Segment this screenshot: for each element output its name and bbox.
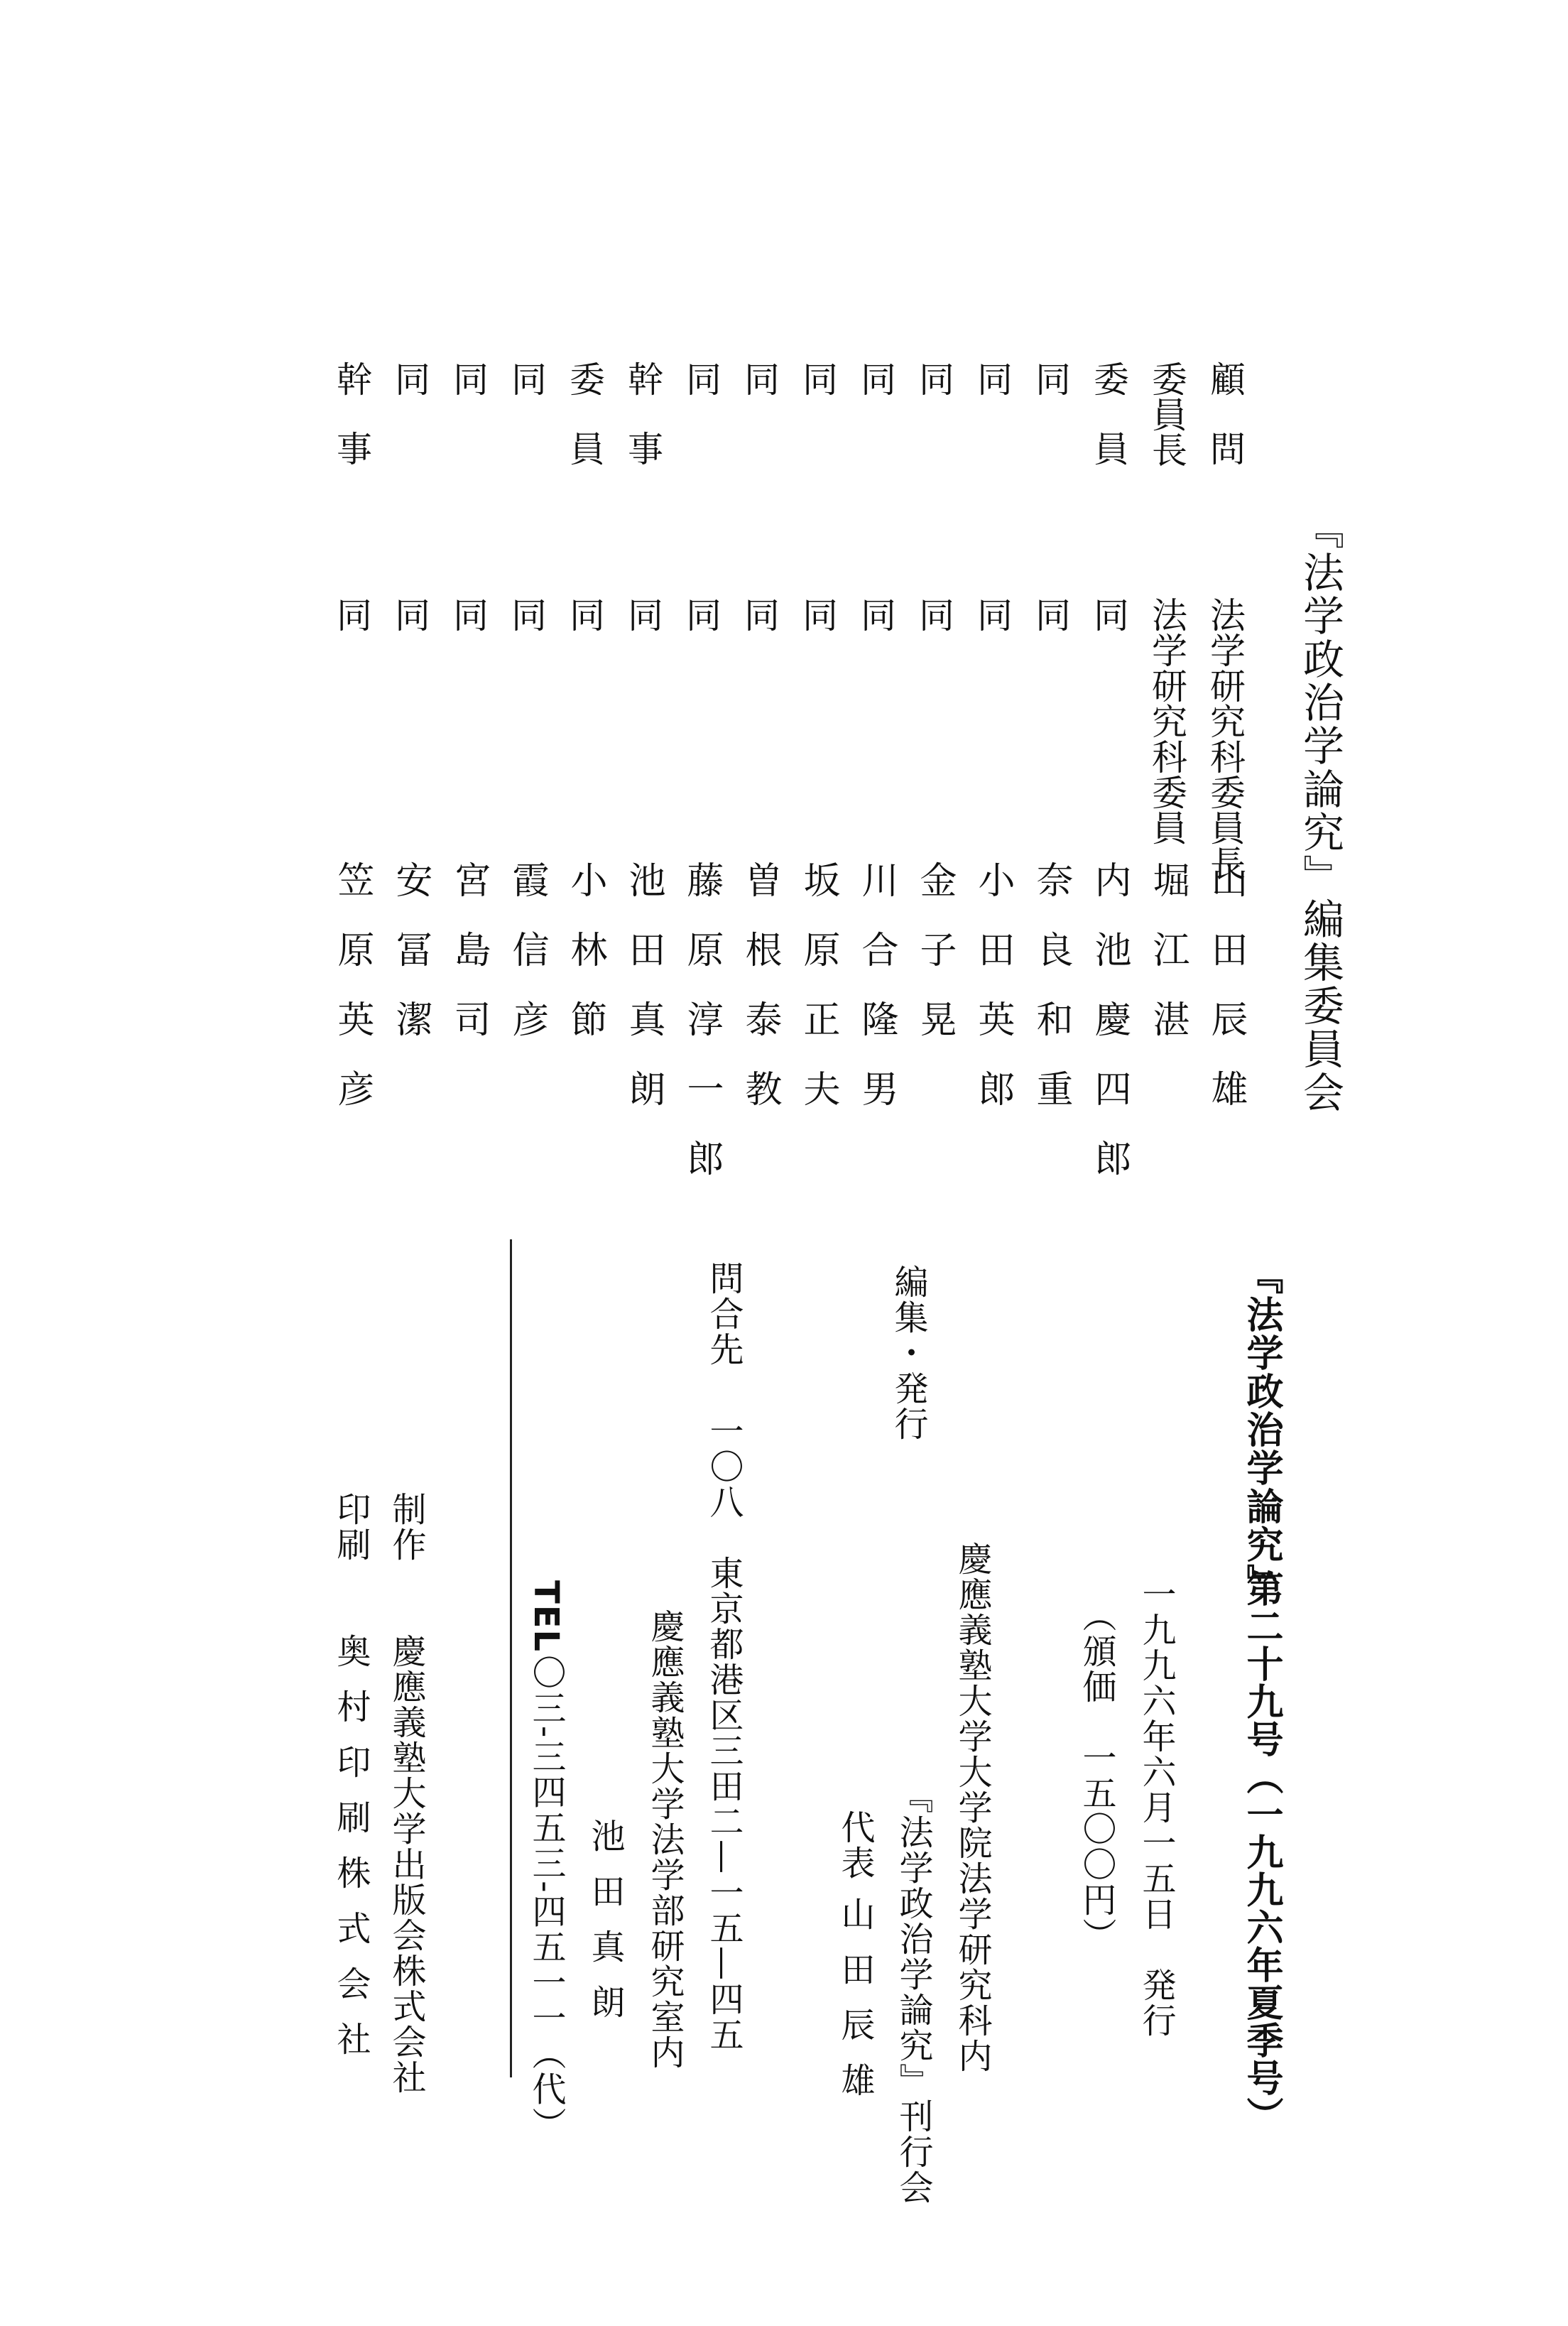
member-role: 同 [389, 361, 430, 430]
member-name: 笠原英彦 [331, 861, 374, 1139]
member-role: 同 [739, 361, 780, 430]
publisher-line2: 『法学政治学論究』刊行会 [893, 1779, 933, 2205]
member-name: 安冨潔 [389, 861, 432, 1070]
member-role: 顧問 [1204, 361, 1246, 500]
member-name: 内池慶四郎 [1088, 861, 1131, 1209]
journal-title: 『法学政治学論究』 [1240, 1257, 1283, 1602]
member-role: 同 [855, 361, 896, 430]
member-name: 藤原淳一郎 [680, 861, 723, 1209]
member-position: 同 [1030, 597, 1071, 632]
member-role: 同 [447, 361, 489, 430]
price: （頒価 一五〇〇円） [1077, 1598, 1116, 1953]
member-position: 同 [1088, 597, 1129, 632]
member-position: 同 [855, 597, 896, 632]
member-name: 山田辰雄 [1204, 861, 1247, 1139]
member-role: 同 [506, 361, 547, 430]
member-position: 同 [389, 597, 430, 632]
member-role: 同 [797, 361, 838, 430]
publisher-line1: 慶應義塾大学大学院法学研究科内 [952, 1541, 992, 2074]
divider-rule [510, 1239, 512, 2077]
member-role: 同 [680, 361, 722, 430]
issue-number: 第二十九号（一九九六年夏季号） [1240, 1570, 1283, 2134]
member-position: 同 [331, 597, 372, 632]
representative-name: 山田辰雄 [835, 1896, 875, 2118]
printing-company: 奥村印刷株式会社 [331, 1634, 371, 2077]
edit-publish-label: 編集・発行 [888, 1264, 928, 1442]
member-name: 小田英郎 [971, 861, 1014, 1139]
member-name: 小林節 [564, 861, 606, 1070]
member-name: 霞信彦 [506, 861, 548, 1070]
member-name: 金子晃 [913, 861, 956, 1070]
member-position: 法学研究科委員長 [1204, 597, 1246, 881]
member-role: 同 [1030, 361, 1071, 430]
member-role: 幹事 [622, 361, 663, 500]
telephone-number: 〇三-三四五三-四五一一（代） [526, 1655, 566, 2143]
printing-label: 印刷 [331, 1491, 371, 1563]
member-name: 堀江湛 [1146, 861, 1189, 1070]
member-position: 同 [913, 597, 954, 632]
member-position: 同 [797, 597, 838, 632]
member-position: 同 [506, 597, 547, 632]
member-name: 曽根泰教 [739, 861, 781, 1139]
member-position: 法学研究科委員 [1146, 597, 1187, 845]
publication-date: 一九九六年六月一五日 発行 [1136, 1577, 1176, 2038]
member-role: 委員 [564, 361, 605, 500]
member-position: 同 [739, 597, 780, 632]
member-role: 委員 [1088, 361, 1129, 500]
member-name: 池田真朗 [622, 861, 665, 1139]
production-label: 制作 [386, 1491, 426, 1563]
member-role: 同 [913, 361, 954, 430]
committee-title: 『法学政治学論究』編集委員会 [1296, 508, 1344, 1114]
member-position: 同 [680, 597, 722, 632]
production-company: 慶應義塾大学出版会株式会社 [386, 1634, 426, 2095]
member-name: 奈良和重 [1030, 861, 1072, 1139]
member-position: 同 [447, 597, 489, 632]
member-role: 委員長 [1146, 361, 1187, 467]
member-position: 同 [564, 597, 605, 632]
member-name: 坂原正夫 [797, 861, 839, 1139]
member-position: 同 [622, 597, 663, 632]
member-name: 川合隆男 [855, 861, 898, 1139]
tel-label: TEL [526, 1580, 566, 1653]
office-location: 慶應義塾大学法学部研究室内 [645, 1609, 685, 2070]
representative-label: 代表 [835, 1810, 875, 1881]
contact-person: 池田真朗 [585, 1818, 625, 2040]
member-name: 宮島司 [447, 861, 490, 1070]
contact-label: 問合先 [704, 1261, 744, 1367]
postal-address: 一〇八 東京都港区三田二—一五—四五 [704, 1413, 744, 2053]
member-position: 同 [971, 597, 1013, 632]
member-role: 幹事 [331, 361, 372, 500]
member-role: 同 [971, 361, 1013, 430]
